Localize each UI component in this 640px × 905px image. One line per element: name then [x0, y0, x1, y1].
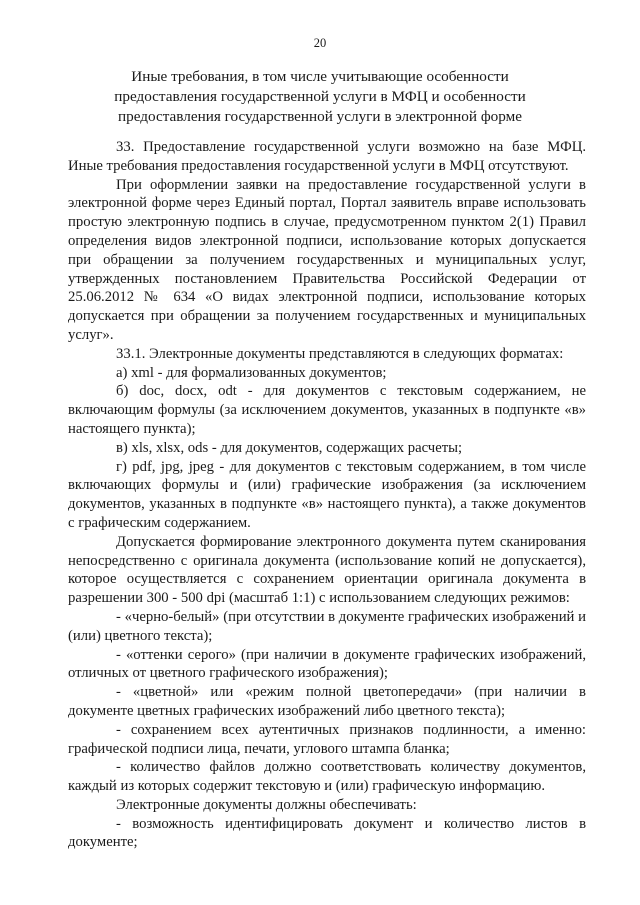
- list-item-g: г) pdf, jpg, jpeg - для документов с текстовым содержанием, в том числе включающих формулы и (или) графические изображения (за исключением документов, указанных в подпункте «в» настоящего пункта), а также документов с графическим содержанием.: [68, 458, 586, 531]
- page-number: 20: [313, 36, 327, 50]
- document-body: [68, 138, 586, 852]
- paragraph-33: 33. Предоставление государственной услуги возможно на базе МФЦ. Иные требования предоставления государственной услуги в МФЦ отсутствуют.: [68, 139, 586, 174]
- list-item-v: в) xls, xlsx, ods - для документов, содержащих расчеты;: [116, 439, 463, 456]
- list-item-identification: - возможность идентифицировать документ и количество листов в документе;: [68, 815, 586, 851]
- heading-line: Иные требования, в том числе учитывающие особенности: [131, 68, 509, 85]
- paragraph-33-1: 33.1. Электронные документы представляются в следующих форматах:: [116, 345, 564, 362]
- section-heading: [70, 67, 570, 127]
- heading-line: предоставления государственной услуги в электронной форме: [118, 108, 522, 125]
- list-item-bw-mode: - «черно-белый» (при отсутствии в документе графических изображений и (или) цветного текста);: [68, 608, 586, 644]
- list-item-authenticity: - сохранением всех аутентичных признаков подлинности, а именно: графической подписи лица, печати, углового штампа бланка;: [68, 721, 586, 757]
- paragraph-requirements: Электронные документы должны обеспечивать:: [116, 796, 417, 813]
- list-item-a: а) xml - для формализованных документов;: [116, 364, 387, 381]
- list-item-file-count: - количество файлов должно соответствовать количеству документов, каждый из которых содержит текстовую и (или) графическую информацию.: [68, 759, 586, 795]
- heading-line: предоставления государственной услуги в МФЦ и особенности: [114, 88, 526, 105]
- list-item-b: б) doc, docx, odt - для документов с текстовым содержанием, не включающим формулы (за исключением документов, указанных в подпункте «в» настоящего пункта);: [68, 383, 586, 437]
- list-item-grayscale-mode: - «оттенки серого» (при наличии в документе графических изображений, отличных от цветного графического изображения);: [68, 646, 586, 682]
- paragraph-electronic-signature: При оформлении заявки на предоставление государственной услуги в электронной форме через Единый портал, Портал заявитель вправе использовать простую электронную подпись в случае, предусмотренном пунктом 2(1) Правил определения видов электронной подписи, использование которых допускается при обращении за получением государственных и муниципальных услуг, утвержденных постановлением Правительства Российской Федерации от 25.06.2012 № 634 «О видах электронной подписи, использование которых допускается при обращении за получением государственных и муниципальных услуг».: [68, 176, 586, 343]
- paragraph-scanning: Допускается формирование электронного документа путем сканирования непосредственно с оригинала документа (использование копий не допускается), которое осуществляется с сохранением ориентации оригинала документа в разрешении 300 - 500 dpi (масштаб 1:1) с использованием следующих режимов:: [68, 533, 586, 607]
- list-item-color-mode: - «цветной» или «режим полной цветопередачи» (при наличии в документе цветных графических изображений либо цветного текста);: [68, 684, 586, 719]
